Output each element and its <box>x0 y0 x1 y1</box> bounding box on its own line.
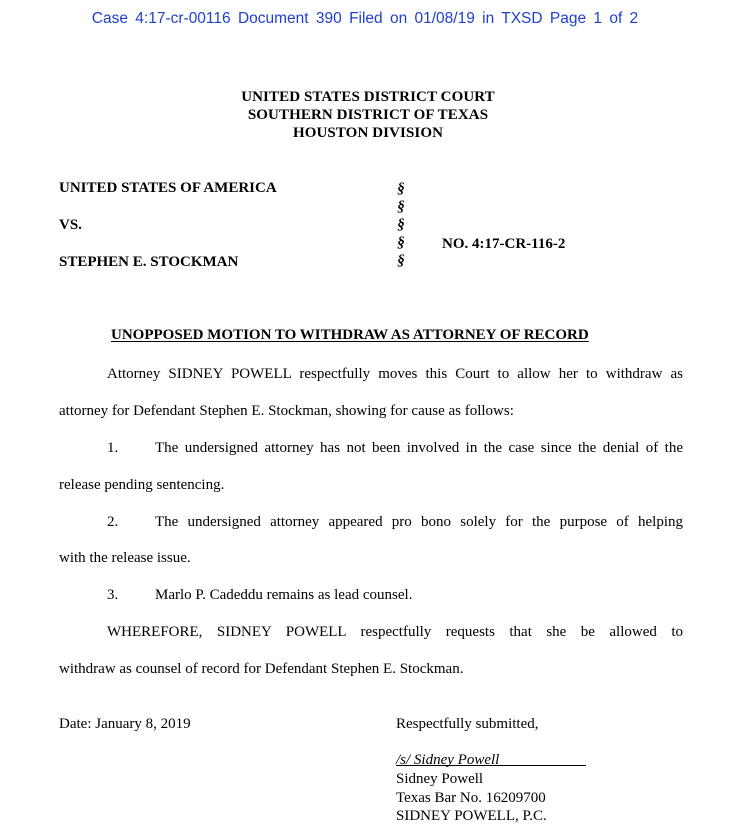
closing-phrase: Respectfully submitted, <box>396 716 539 732</box>
section-symbol: § <box>397 217 405 233</box>
intro-line-2: attorney for Defendant Stephen E. Stockman, showing for cause as follows: <box>59 403 514 419</box>
filing-date: Date: January 8, 2019 <box>59 716 191 732</box>
item-text-line-1: Marlo P. Cadeddu remains as lead counsel. <box>155 587 413 603</box>
motion-title: UNOPPOSED MOTION TO WITHDRAW AS ATTORNEY OF RECORD <box>111 327 589 343</box>
court-name: UNITED STATES DISTRICT COURT <box>241 89 495 105</box>
section-symbol: § <box>397 235 405 251</box>
electronic-signature: /s/ Sidney Powell <box>396 752 500 768</box>
caption-vs: VS. <box>59 217 82 233</box>
item-text-line-2: release pending sentencing. <box>59 477 225 493</box>
item-number: 2. <box>107 514 119 530</box>
wherefore-line-2: withdraw as counsel of record for Defendant Stephen E. Stockman. <box>59 661 464 677</box>
item-text-line-1: The undersigned attorney has not been involved in the case since the denial of the <box>155 440 683 456</box>
item-number: 1. <box>107 440 119 456</box>
wherefore-line-1: WHEREFORE, SIDNEY POWELL respectfully requests that she be allowed to <box>107 624 683 640</box>
bar-number: Texas Bar No. 16209700 <box>396 790 546 806</box>
section-symbol: § <box>397 199 405 215</box>
item-text-line-2: with the release issue. <box>59 550 191 566</box>
court-division: HOUSTON DIVISION <box>292 125 444 141</box>
filing-stamp: Case 4:17-cr-00116 Document 390 Filed on 01/08/19 in TXSD Page 1 of 2 <box>91 10 639 27</box>
item-number: 3. <box>107 587 119 603</box>
section-symbol: § <box>397 253 405 269</box>
intro-line-1: Attorney SIDNEY POWELL respectfully moves this Court to allow her to withdraw as <box>107 366 683 382</box>
caption-plaintiff: UNITED STATES OF AMERICA <box>59 180 277 196</box>
firm-name: SIDNEY POWELL, P.C. <box>396 808 547 824</box>
court-district: SOUTHERN DISTRICT OF TEXAS <box>247 107 489 123</box>
case-number: NO. 4:17-CR-116-2 <box>442 236 566 252</box>
section-symbol: § <box>397 181 405 197</box>
caption-defendant: STEPHEN E. STOCKMAN <box>59 254 239 270</box>
signer-name: Sidney Powell <box>396 771 484 787</box>
item-text-line-1: The undersigned attorney appeared pro bono solely for the purpose of helping <box>155 514 683 530</box>
